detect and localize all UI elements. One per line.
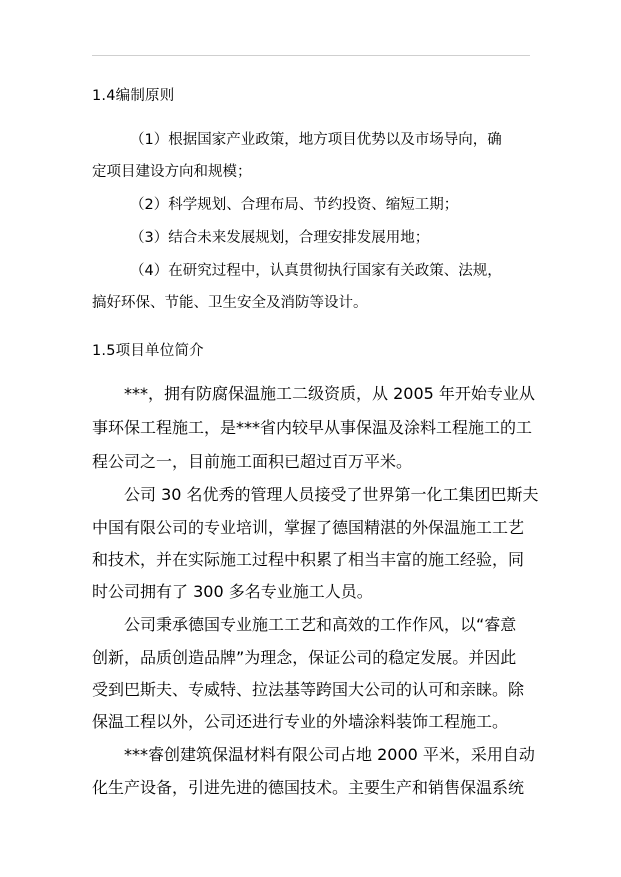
intro-paragraph-1-line-3: 程公司之一，目前施工面积已超过百万平米。 bbox=[92, 452, 413, 471]
intro-paragraph-2-line-2: 中国有限公司的专业培训，掌握了德国精湛的外保温施工工艺 bbox=[92, 518, 525, 537]
intro-paragraph-3-line-1: 公司秉承德国专业施工工艺和高效的工作作风，以“睿意 bbox=[124, 615, 517, 634]
intro-paragraph-4-line-1: ***睿创建筑保温材料有限公司占地 2000 平米，采用自动 bbox=[124, 745, 535, 764]
intro-paragraph-3-line-4: 保温工程以外，公司还进行专业的外墙涂料装饰工程施工。 bbox=[92, 712, 509, 731]
intro-paragraph-1-line-2: 事环保工程施工，是***省内较早从事保温及涂料工程施工的工 bbox=[92, 418, 533, 437]
intro-paragraph-3-line-3: 受到巴斯夫、专威特、拉法基等跨国大公司的认可和亲睐。除 bbox=[92, 680, 525, 699]
intro-paragraph-2-line-3: 和技术，并在实际施工过程中积累了相当丰富的施工经验，同 bbox=[92, 550, 525, 569]
principle-item-1-line-2: 定项目建设方向和规模； bbox=[92, 164, 252, 180]
section-heading-1-5: 1.5项目单位简介 bbox=[92, 343, 204, 359]
header-divider bbox=[92, 55, 530, 56]
principle-item-1-line-1: （1）根据国家产业政策，地方项目优势以及市场导向，确 bbox=[130, 132, 502, 148]
principle-item-2: （2）科学规划、合理布局、节约投资、缩短工期； bbox=[130, 197, 459, 213]
intro-paragraph-3-line-2: 创新，品质创造品牌”为理念，保证公司的稳定发展。并因此 bbox=[92, 648, 517, 667]
intro-paragraph-2-line-4: 时公司拥有了 300 多名专业施工人员。 bbox=[92, 582, 373, 601]
intro-paragraph-4-line-2: 化生产设备，引进先进的德国技术。主要生产和销售保温系统 bbox=[92, 778, 525, 797]
principle-item-3: （3）结合未来发展规划，合理安排发展用地； bbox=[130, 230, 430, 246]
principle-item-4-line-2: 搞好环保、节能、卫生安全及消防等设计。 bbox=[92, 295, 368, 311]
section-heading-1-4: 1.4编制原则 bbox=[92, 88, 175, 104]
principle-item-4-line-1: （4）在研究过程中，认真贯彻执行国家有关政策、法规， bbox=[130, 263, 502, 279]
intro-paragraph-2-line-1: 公司 30 名优秀的管理人员接受了世界第一化工集团巴斯夫 bbox=[124, 485, 539, 504]
intro-paragraph-1-line-1: ***，拥有防腐保温施工二级资质，从 2005 年开始专业从 bbox=[124, 384, 535, 403]
